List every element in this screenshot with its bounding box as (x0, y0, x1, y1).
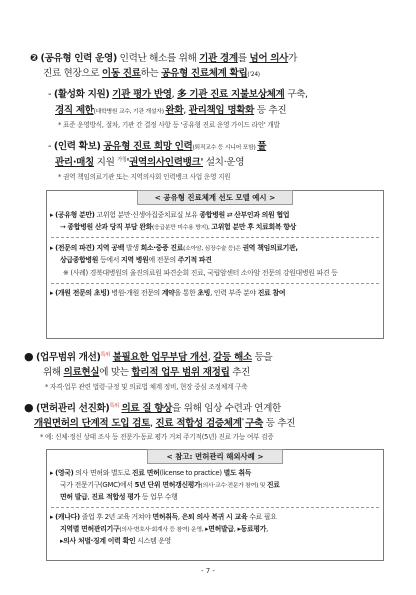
sec3-line2: 위해 의료현실에 맞는 합리적 업무 범위 재정립 추진 (43, 367, 251, 378)
box1-row2-note: ※ (사례) 경북대병원의 울진의료원 파견순회 진료, 국립암센터 소아암 전문의 강원대병원 파견 등 (63, 269, 338, 277)
sec2-number: ❷ (30, 53, 38, 64)
sec2-line1: ❷ (공유형 인력 운영) 인력난 해소를 위해 기관 경계를 넘어 의사가 (30, 53, 297, 64)
sec4-note: * 예: 신체·정신 상태 조사 등 전문가·동료 평가 거쳐 주기적(5년) 진료 가능 여부 검증 (40, 433, 274, 441)
sec3-note: * 자격·업무 관련 법령·규정 및 의료법 체계 정비, 현장 중심 조정체계 구축 (45, 383, 248, 391)
box2-divider (51, 507, 379, 508)
box2-row2b: 지역별 면허관리기구(의사·변호사·회계사 등 참여) 운영, ▸면허발급, ▸동료평가, (60, 525, 268, 533)
box1-row2b: 상급종합병원 등에서 지역 병원에 전문의 주기적 파견 (60, 256, 212, 264)
license-overseas-box-title: < 참고: 면허관리 해외사례 > (147, 449, 283, 464)
sec2-sub2-line2: 관리·매칭 지원 $^{가칭}$'권역의사인력뱅크' 설치·운영 (55, 156, 245, 168)
box1-divider (51, 237, 379, 238)
box2-row1b: 국가 전문기구(GMC)에서 5년 단위 면허갱신평가(의사·교수·전문가 참여) 및 진료 (60, 481, 280, 489)
box2-row1a: ▸ (영국) 의사 면허와 별도로 진료 면허(license to practice) 별도 취득 (50, 469, 252, 477)
bullet-icon: ● (24, 401, 34, 414)
box1-divider (51, 283, 379, 284)
sec2-sub1-line2: 경직 제한(대학병원 교수, 기관 개설자) 완화, 관리책임 명확화 등 추진 (55, 105, 287, 116)
sec2-line2: 진료 현장으로 이동 진료하는 공유형 진료체계 확립('24) (43, 68, 260, 79)
license-overseas-box (46, 449, 384, 561)
box2-row1c: 면허 발급, 진료 적합성 평가 등 업무 수행 (60, 493, 178, 501)
sec3-line1: ● (업무범위 개선)$^{특위}$ 불필요한 업무부담 개선, 갈등 해소 등을 (24, 350, 273, 363)
sec2-sub2-line1: - (인력 확보) 공유형 진료 희망 인력(퇴직교수 등 시니어 포함) 풀 (48, 141, 267, 152)
model-example-box-title: < 공유형 진료체계 선도 모델 예시 > (137, 190, 293, 205)
sec4-line2: 개원면허의 단계적 도입 검토, 진료 적합성 검증체계* 구축 등 추진 (34, 417, 296, 429)
sec2-sub1-note: * 표준 운영방식, 절차, 기관 간 결정 사항 등 '공유형 진료 운영 가이드 라인' 개발 (58, 121, 280, 129)
box1-row1b: → 종합병원 산과 당직 부담 완화(응급분만 미수용 방지), 고위험 분만 후 치료회복 향상 (60, 223, 297, 231)
sec2-sub1-line1: - (활성화 지원) 기관 평가 반영, 多 기관 진료 지불보상체계 구축, (48, 89, 308, 100)
box2-row2a: ▸ (캐나다) 졸업 후 2년 교육 거쳐야 면허취득, 은퇴 의사 복귀 시 교육 수료 필요 (50, 513, 277, 521)
sec2-sub2-note: * 권역 책임의료기관 또는 지역의사회 인력뱅크 사업 운영 지원 (58, 173, 231, 181)
page-number: - 7 - (201, 567, 215, 575)
model-example-box (46, 190, 384, 339)
box2-row2c: ▸의사 처벌·징계 이력 확인 시스템 운영 (60, 537, 171, 545)
bullet-icon: ● (24, 350, 34, 363)
box1-row2a: ▸ (전문의 파견) 지역 공백 발생 희소·중증 진료(소아암, 심장수술 등)은 권역 책임의료기관, (50, 244, 298, 252)
box1-row1a: ▸ (공유형 분만) 고위험 분만·신생아집중치료실 보유 종합병원 ⇄ 산부인과 의원 협업 (50, 211, 290, 219)
box1-row3: ▸ (개원 전문의 초빙) 병원-개원 전문의 계약을 통한 초빙, 인력 부족 분야 진료 참여 (50, 289, 286, 297)
sec4-line1: ● (면허관리 선진화)$^{특위}$ 의료 질 향상을 위해 임상 수련과 연계한 (24, 401, 281, 414)
